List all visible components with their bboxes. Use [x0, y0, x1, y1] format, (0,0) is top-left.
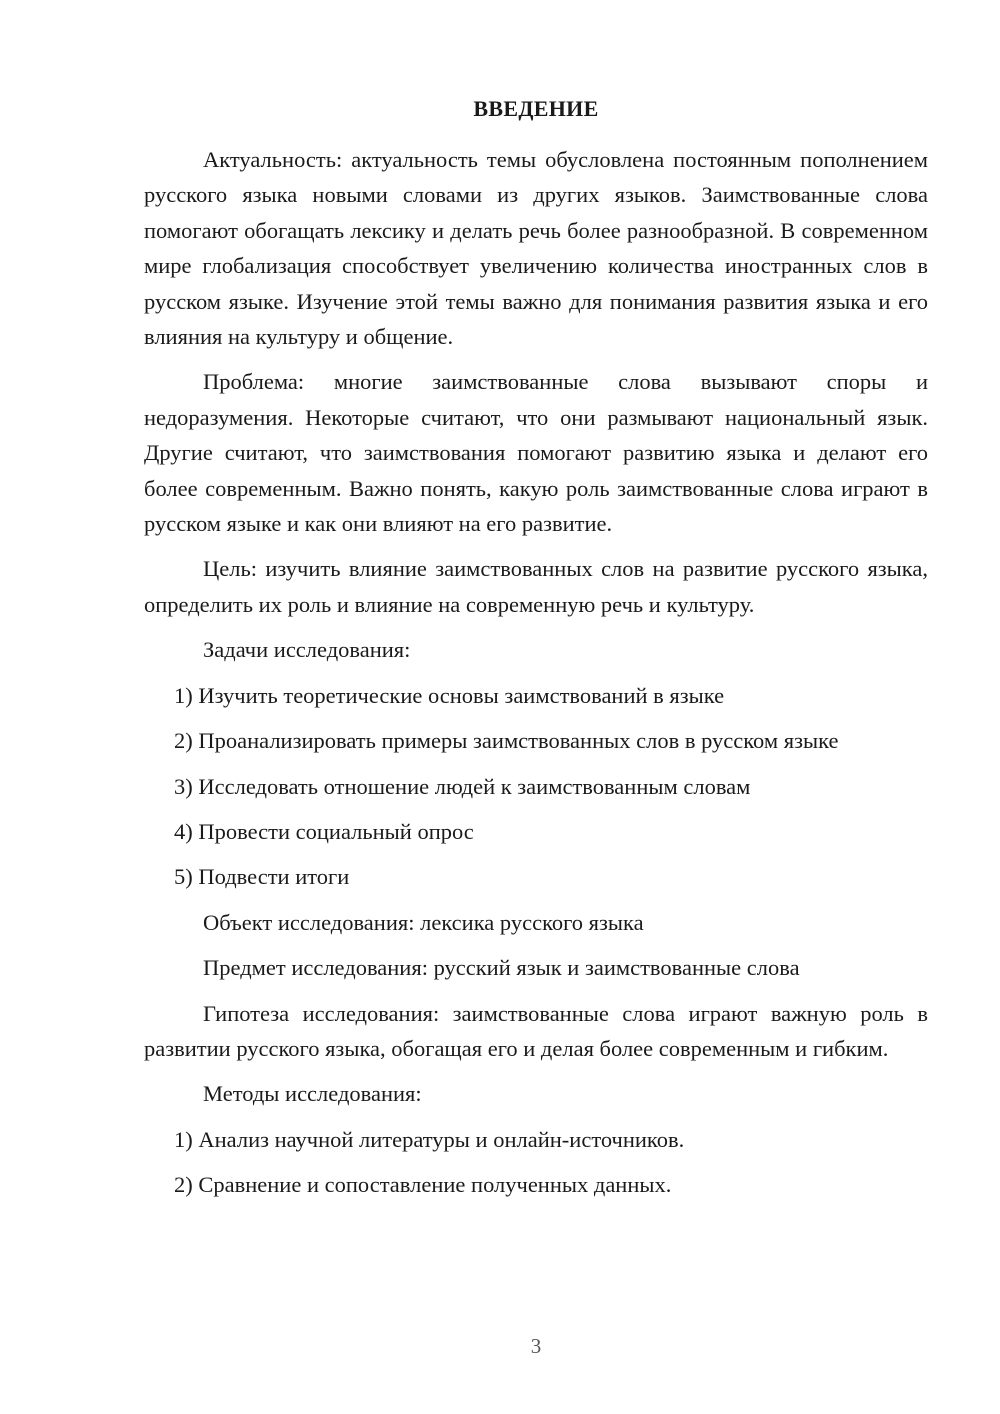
task-item: 1) Изучить теоретические основы заимствований в языке — [174, 682, 725, 708]
task-item: 3) Исследовать отношение людей к заимствованным словам — [174, 773, 751, 799]
problem-paragraph: Проблема: многие заимствованные слова вызывают споры и недоразумения. Некоторые считают, что они размывают национальный язык. Другие считают, что заимствования помогают развитию языка и делают его более современным. Важно понять, какую роль заимствованные слова играют в русском языке и как они влияют на его развитие. — [144, 369, 928, 537]
tasks-heading: Задачи исследования: — [203, 637, 411, 663]
relevance-paragraph: Актуальность: актуальность темы обусловлена постоянным пополнением русского языка новыми словами из других языков. Заимствованные слова помогают обогащать лексику и делать речь более разнообразной. В современном мире глобализация способствует увеличению количества иностранных слов в русском языке. Изучение этой темы важно для понимания развития языка и его влияния на культуру и общение. — [144, 147, 928, 350]
research-subject: Предмет исследования: русский язык и заимствованные слова — [203, 955, 800, 981]
goal-paragraph: Цель: изучить влияние заимствованных слов на развитие русского языка, определить их роль и влияние на современную речь и культуру. — [144, 556, 928, 617]
task-item: 2) Проанализировать примеры заимствованных слов в русском языке — [174, 728, 839, 754]
page-number: 3 — [530, 1334, 542, 1358]
page-title: ВВЕДЕНИЕ — [473, 96, 599, 121]
task-item: 5) Подвести итоги — [174, 864, 350, 890]
method-item: 2) Сравнение и сопоставление полученных данных. — [174, 1172, 672, 1198]
hypothesis-paragraph: Гипотеза исследования: заимствованные слова играют важную роль в развитии русского языка, обогащая его и делая более современным и гибким. — [144, 1000, 928, 1061]
method-item: 1) Анализ научной литературы и онлайн-источников. — [174, 1126, 685, 1152]
document-body — [144, 142, 928, 1213]
methods-heading: Методы исследования: — [203, 1081, 422, 1107]
task-item: 4) Провести социальный опрос — [174, 818, 474, 844]
research-object: Объект исследования: лексика русского языка — [203, 909, 644, 935]
